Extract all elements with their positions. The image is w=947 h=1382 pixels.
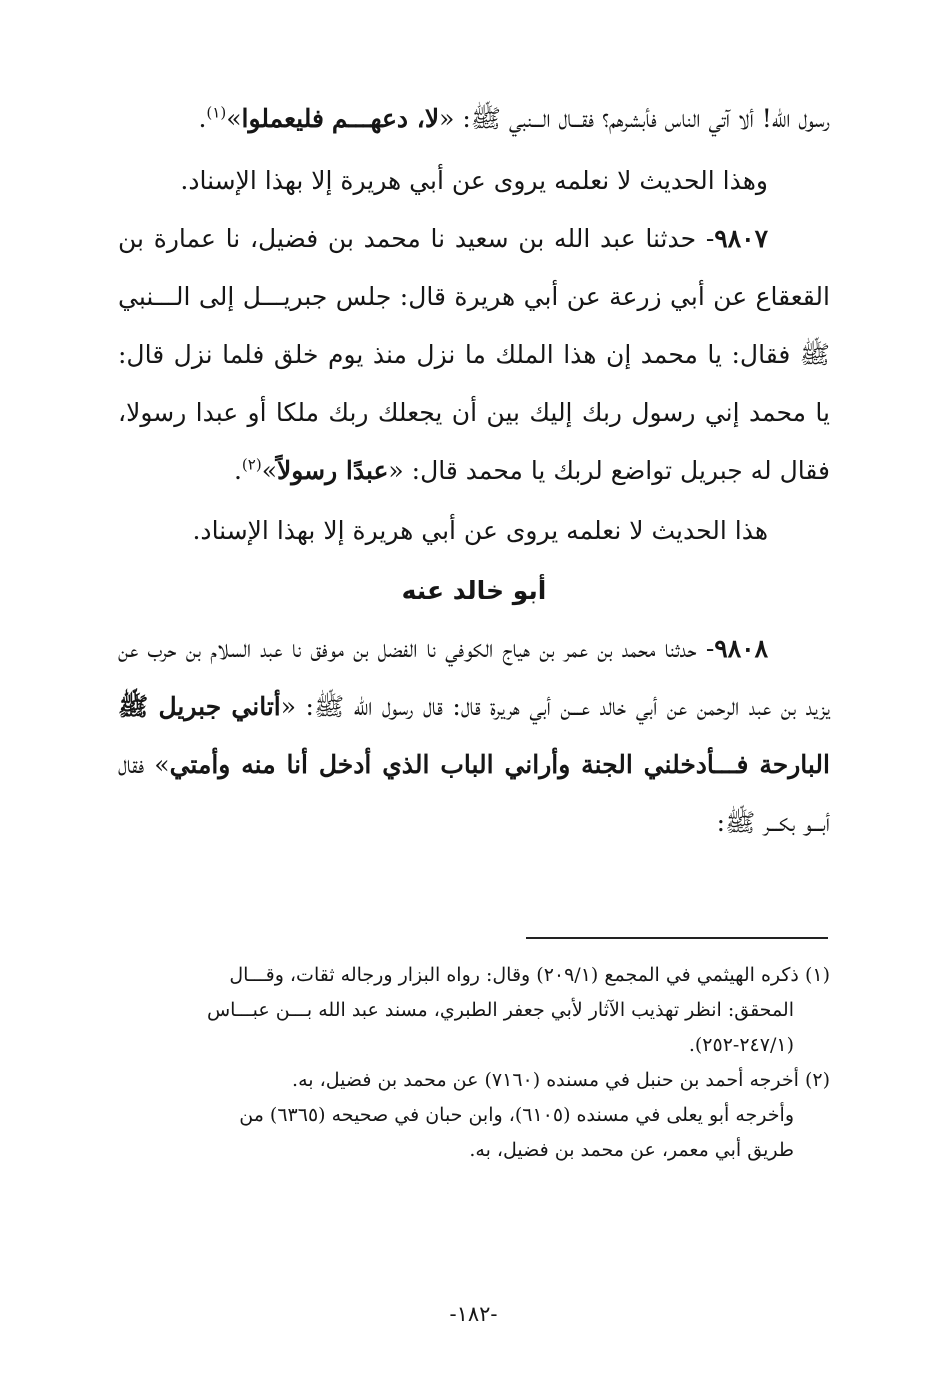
- footnote-ref[interactable]: (١): [206, 103, 227, 122]
- paragraph-continuation: [118, 90, 830, 148]
- bold-quote: أتاني جبريل ﷺ البارحة فـــأدخلني الجنة وأراني الباب الذي أدخل أنا منه وأمتي: [118, 692, 830, 779]
- footnote-text: وأخرجه أبو يعلى في مسنده (٦١٠٥)، وابن حبان في صحيحه (٦٣٦٥) من: [239, 1104, 794, 1126]
- hadith-text: - حدثنا محمد بن عمر بن هياج الكوفي نا الفضل بن موفق نا عبد السلام بن حرب عن يزيد بن عبد الرحمن عن أبي خالد عـــن أبي هريرة قال: قال رسول الله ﷺ: «: [118, 634, 830, 721]
- hadith-9808: [118, 620, 830, 852]
- footnote-marker: (١): [804, 964, 830, 986]
- paragraph-text: رسول الله! ألا آتي الناس فأبشرهم؟ فقـــال الـــنبي ﷺ: «: [439, 104, 830, 133]
- remark-text: هذا الحديث لا نعلمه يروى عن أبي هريرة إلا بهذا الإسناد.: [192, 516, 768, 545]
- footnotes: [118, 958, 830, 1168]
- footnote-text: أخرجه أحمد بن حنبل في مسنده (٧١٦٠) عن محمد بن فضيل، به.: [292, 1069, 799, 1091]
- footnote-text: ذكره الهيثمي في المجمع (٢٠٩/١) وقال: رواه البزار ورجاله ثقات، وقـــال: [229, 964, 799, 986]
- hadith-text: - حدثنا عبد الله بن سعيد نا محمد بن فضيل، نا عمارة بن القعقاع عن أبي زرعة عن أبي هريرة قال: جلس جبريـــل إلى الـــنبي ﷺ فقال: يا محمد إن هذا الملك ما نزل منذ يوم خلق فلما نزل قال: يا محمد إني رسول ربك إليك بين أن يجعلك ربك ملكا أو عبدا رسولا، فقال له جبريل تواضع لربك يا محمد قال: «: [118, 224, 830, 485]
- hadith-number: ٩٨٠٧: [714, 224, 768, 253]
- remark-text: وهذا الحديث لا نعلمه يروى عن أبي هريرة إلا بهذا الإسناد.: [180, 166, 768, 195]
- footnote-separator: [526, 937, 828, 939]
- bold-quote: فليعملوا: [241, 104, 324, 133]
- remark: [118, 502, 830, 560]
- hadith-text: » فقال أبـــو بكـــر ﷺ:: [118, 750, 830, 837]
- footnote-marker: (٢): [804, 1069, 830, 1091]
- quote-close: »: [226, 104, 242, 133]
- footnote-ref[interactable]: (٢): [241, 455, 262, 474]
- period: .: [233, 456, 242, 485]
- remark: [118, 152, 830, 210]
- hadith-9807: [118, 210, 830, 500]
- page-number: -١٨٢-: [449, 1302, 498, 1326]
- bold-quote: عبدًا رسولاً: [276, 456, 389, 485]
- page-body: [118, 90, 830, 852]
- period: .: [198, 104, 207, 133]
- quote-close: »: [261, 456, 277, 485]
- footnote-text: (٢٤٧/١-٢٥٢).: [688, 1034, 794, 1056]
- footnote-text: المحقق: انظر تهذيب الآثار لأبي جعفر الطبري، مسند عبد الله بـــن عبـــاس: [206, 999, 794, 1021]
- footnote-1: [118, 958, 830, 1063]
- section-heading: أبو خالد عنه: [401, 576, 547, 605]
- footnote-text: طريق أبي معمر، عن محمد بن فضيل، به.: [469, 1139, 794, 1161]
- footnote-2: [118, 1063, 830, 1168]
- bold-quote: لا، دعهـــم: [331, 104, 440, 133]
- hadith-number: ٩٨٠٨: [714, 634, 768, 663]
